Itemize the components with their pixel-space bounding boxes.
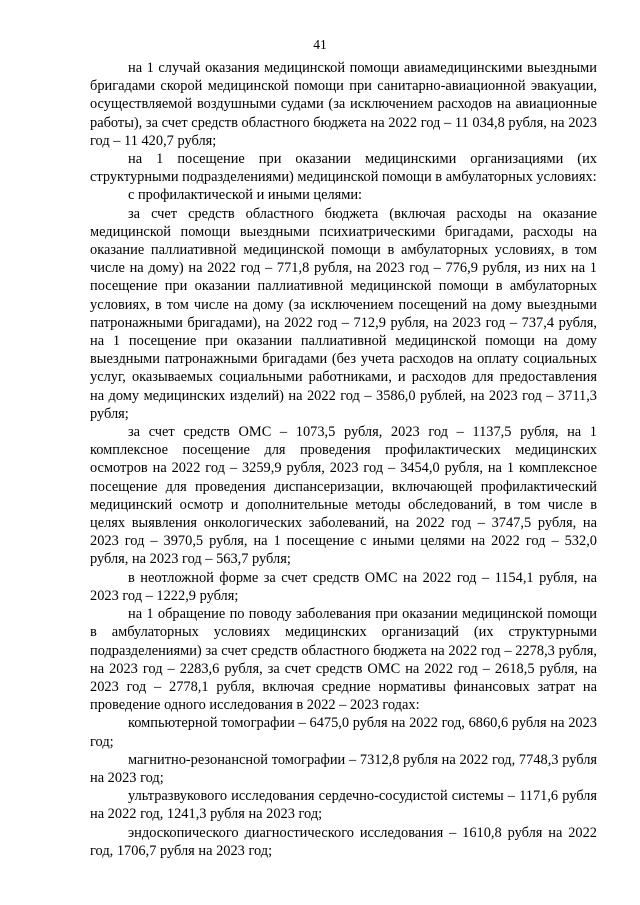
paragraph-ultrasound-cost: ультразвукового исследования сердечно-сосудистой системы – 1171,6 рубля на 2022 год, 1241,3 рубля на 2023 год; (90, 788, 597, 823)
paragraph-outpatient-visit-intro: на 1 посещение при оказании медицинскими организациями (их структурными подразделениями) медицинской помощи в амбулаторных условиях: (90, 151, 597, 186)
paragraph-disease-appeal: на 1 обращение по поводу заболевания при оказании медицинской помощи в амбулаторных условиях медицинских организаций (их структурными подразделениями) за счет средств областного бюджета на 2022 год – 2278,3 рубля, на 2023 год – 2283,6 рубля, за счет средств ОМС на 2022 год – 2618,5 рубля, на 2023 год – 2778,1 рубля, включая средние нормативы финансовых затрат на проведение одного исследования в 2022 – 2023 годах: (90, 606, 597, 714)
paragraph-mri-cost: магнитно-резонансной томографии – 7312,8 рубля на 2022 год, 7748,3 рубля на 2023 год; (90, 751, 597, 786)
paragraph-urgent-care: в неотложной форме за счет средств ОМС на 2022 год – 1154,1 рубля, на 2023 год – 1222,9 рубля; (90, 569, 597, 604)
paragraph-regional-budget-visits: за счет средств областного бюджета (включая расходы на оказание медицинской помощи выездными психиатрическими бригадами, расходы на оказание паллиативной медицинской помощи в амбулаторных условиях, в том числе на дому) на 2022 год – 771,8 рубля, на 2023 год – 776,9 рубля, из них на 1 посещение при оказании паллиативной медицинской помощи в амбулаторных условиях, в том числе на дому (за исключением посещений на дому выездными патронажными бригадами), на 2022 год – 712,9 рубля, на 2023 год – 737,4 рубля, на 1 посещение при оказании паллиативной медицинской помощи на дому выездными патронажными бригадами (без учета расходов на оплату социальных услуг, оказываемых социальными работниками, и расходов для предоставления на дому медицинских изделий) на 2022 год – 3586,0 рублей, на 2023 год – 3711,3 рубля; (90, 205, 597, 422)
paragraph-ct-cost: компьютерной томографии – 6475,0 рубля на 2022 год, 6860,6 рубля на 2023 год; (90, 715, 597, 750)
page-number: 41 (313, 37, 327, 52)
paragraph-oms-visits: за счет средств ОМС – 1073,5 рубля, 2023 год – 1137,5 рубля, на 1 комплексное посещение для проведения профилактических медицинских осмотров на 2022 год – 3259,9 рубля, 2023 год – 3454,0 рубля, на 1 комплексное посещение для проведения диспансеризации, включающей профилактический медицинский осмотр и дополнительные методы обследований, в том числе в целях выявления онкологических заболеваний, на 2022 год – 3747,5 рубля, на 2023 год – 3970,5 рубля, на 1 посещение с иными целями на 2022 год – 532,0 рубля, на 2023 год – 563,7 рубля; (90, 424, 597, 568)
paragraph-air-ambulance-cost: на 1 случай оказания медицинской помощи авиамедицинскими выездными бригадами скорой медицинской помощи при санитарно-авиационной эвакуации, осуществляемой воздушными судами (за исключением расходов на авиационные работы), за счет средств областного бюджета на 2022 год – 11 034,8 рубля, на 2023 год – 11 420,7 рубля; (90, 60, 597, 149)
paragraph-endoscopy-cost: эндоскопического диагностического исследования – 1610,8 рубля на 2022 год, 1706,7 рубля на 2023 год; (90, 824, 597, 859)
document-body (90, 59, 597, 860)
paragraph-preventive-purpose: с профилактической и иными целями: (128, 187, 363, 204)
